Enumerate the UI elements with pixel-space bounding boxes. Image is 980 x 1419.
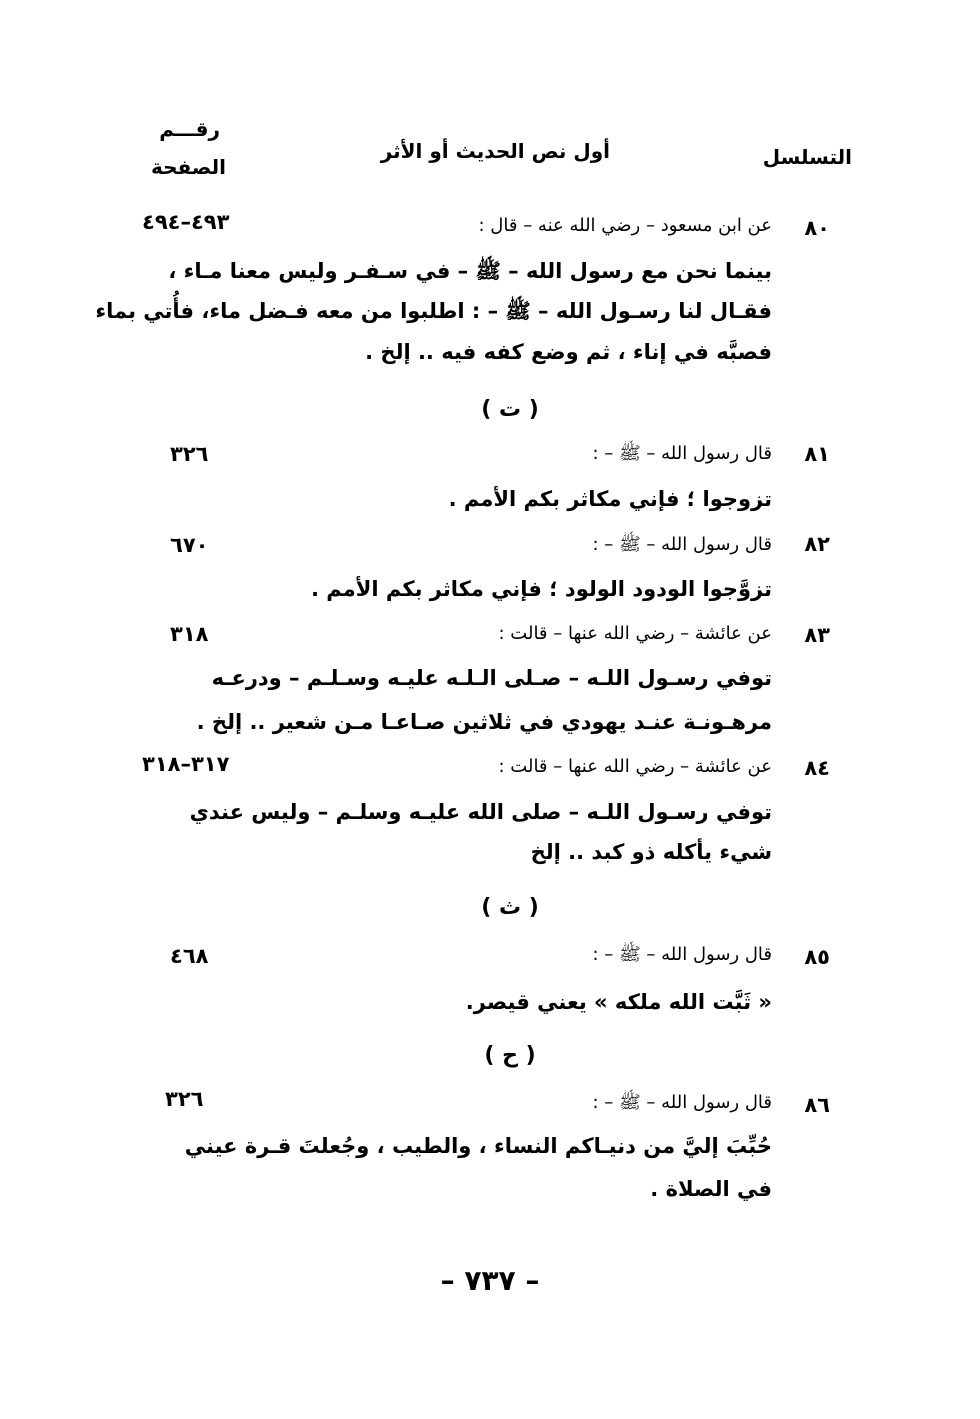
header-hadith-text: أول نص الحديث أو الأثر	[380, 139, 610, 163]
entry-number: ٨٤	[804, 756, 830, 780]
entry-number: ٨٠	[804, 216, 830, 240]
page-number: – ٧٣٧ –	[440, 1264, 540, 1297]
entry-page-ref: ٦٧٠	[170, 533, 209, 557]
entry-intro: قال رسول الله – ﷺ – :	[592, 443, 772, 464]
entry-number: ٨٦	[804, 1093, 830, 1117]
entry-number: ٨٥	[804, 945, 830, 969]
section-letter: ( ح )	[484, 1043, 536, 1068]
entry-text-line: توفي رسـول اللـه – صلى الله عليـه وسلـم – وليس عندي	[189, 800, 772, 824]
entry-intro: عن ابن مسعود – رضي الله عنه – قال :	[478, 215, 772, 236]
entry-number: ٨٢	[804, 532, 830, 556]
entry-text-line: مرهـونـة عنـد يهودي في ثلاثين صـاعـا مـن شعير .. إلخ .	[196, 710, 772, 734]
entry-text-line: « ثَبَّت الله ملكه » يعني قيصر.	[465, 990, 772, 1014]
entry-text-line: تزوجوا ؛ فإني مكاثر بكم الأمم .	[448, 487, 772, 511]
entry-text-line: فصبَّه في إناء ، ثم وضع كفه فيه .. إلخ .	[365, 340, 772, 364]
entry-intro: عن عائشة – رضي الله عنها – قالت :	[498, 623, 772, 644]
entry-text-line: في الصلاة .	[650, 1177, 772, 1201]
entry-text-line: توفي رسـول اللـه – صـلى الـلـه عليـه وسـلـم – ودرعـه	[211, 666, 772, 690]
entry-page-ref: ٣٢٦	[165, 1087, 204, 1111]
entry-number: ٨١	[804, 442, 830, 466]
entry-page-ref: ٤٩٣–٤٩٤	[142, 210, 230, 234]
entry-intro: قال رسول الله – ﷺ – :	[592, 1092, 772, 1113]
entry-page-ref: ٣٢٦	[170, 442, 209, 466]
section-letter: ( ت )	[481, 397, 539, 422]
entry-text-line: حُبِّبَ إليَّ من دنيـاكم النساء ، والطيب ، وجُعلتَ قـرة عيني	[184, 1134, 772, 1158]
header-page-number-line1: رقـــم	[159, 117, 220, 141]
entry-intro: قال رسول الله – ﷺ – :	[592, 944, 772, 965]
entry-number: ٨٣	[804, 623, 830, 647]
entry-page-ref: ٣١٨	[170, 622, 209, 646]
entry-text-line: بينما نحن مع رسول الله – ﷺ – في سـفـر وليس معنا مـاء ،	[168, 259, 772, 283]
header-sequence: التسلسل	[762, 145, 852, 169]
header-page-number-line2: الصفحة	[150, 155, 226, 179]
entry-page-ref: ٣١٧–٣١٨	[142, 752, 230, 776]
entry-page-ref: ٤٦٨	[170, 944, 209, 968]
entry-text-line: تزوَّجوا الودود الولود ؛ فإني مكاثر بكم الأمم .	[311, 577, 772, 601]
entry-intro: عن عائشة – رضي الله عنها – قالت :	[498, 756, 772, 777]
section-letter: ( ث )	[481, 895, 539, 920]
entry-text-line: شيء يأكله ذو كبد .. إلخ	[530, 840, 772, 864]
entry-text-line: فقـال لنا رسـول الله – ﷺ – : اطلبوا من معه فـضل ماء، فأُتي بماء	[95, 299, 772, 323]
entry-intro: قال رسول الله – ﷺ – :	[592, 534, 772, 555]
